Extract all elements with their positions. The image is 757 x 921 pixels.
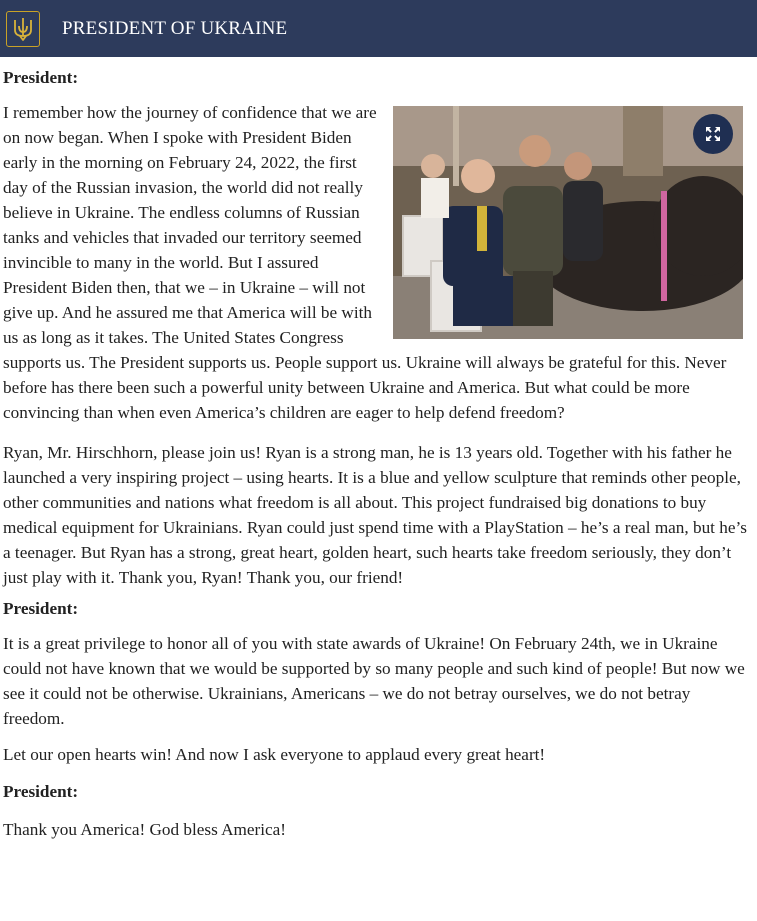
speaker-label: President: — [3, 599, 79, 618]
photo-image — [393, 106, 743, 339]
paragraph: I remember how the journey of confidence that we are on now began. When I spoke with President Biden early in the morning on February 24, 2022, the first day of the Russian invasion, the world did not really believe in Ukraine. The endless columns of Russian tanks and vehicles that invaded our territory seemed invincible to many in the world. But I assured President Biden then, that we – in Ukraine – will not give up. And he assured me that America will be with us as long as it takes. The United States Congress supports us. The President supports us. People support us. Ukraine will always be grateful for this. Never before has there been such a powerful unity between Ukraine and America. But what could be more convincing than when even America’s children are eager to help defend freedom? — [3, 103, 727, 422]
paragraph: Thank you America! God bless America! — [3, 820, 287, 839]
paragraph: Let our open hearts win! And now I ask everyone to applaud every great heart! — [3, 745, 546, 764]
paragraph: It is a great privilege to honor all of you with state awards of Ukraine! On February 24th, we in Ukraine could not have known that we would be supported by so many people and such kind of people! But now we see it could not be otherwise. Ukrainians, Americans – we do not betray ourselves, we do not betray freedom. — [3, 634, 745, 728]
speaker-label: President: — [3, 68, 79, 87]
article-body — [0, 65, 757, 842]
expand-icon — [705, 126, 721, 142]
paragraph: Ryan, Mr. Hirschhorn, please join us! Ryan is a strong man, he is 13 years old. Together with his father he launched a very inspiring project – using hearts. It is a blue and yellow sculpture that reminds other people, other communities and nations what freedom is all about. This project fundraised big donations to buy medical equipment for Ukrainians. Ryan could just spend time with a PlayStation – he’s a real man, but he’s a teenager. But Ryan has a strong, great heart, golden heart, such hearts take freedom seriously, they don’t just play with it. Thank you, Ryan! Thank you, our friend! — [3, 443, 747, 587]
trident-icon[interactable] — [6, 11, 40, 47]
site-header — [0, 0, 757, 57]
site-title[interactable]: PRESIDENT OF UKRAINE — [62, 17, 288, 39]
speaker-label: President: — [3, 782, 79, 801]
article-photo[interactable] — [393, 106, 743, 339]
expand-photo-button[interactable] — [693, 114, 733, 154]
